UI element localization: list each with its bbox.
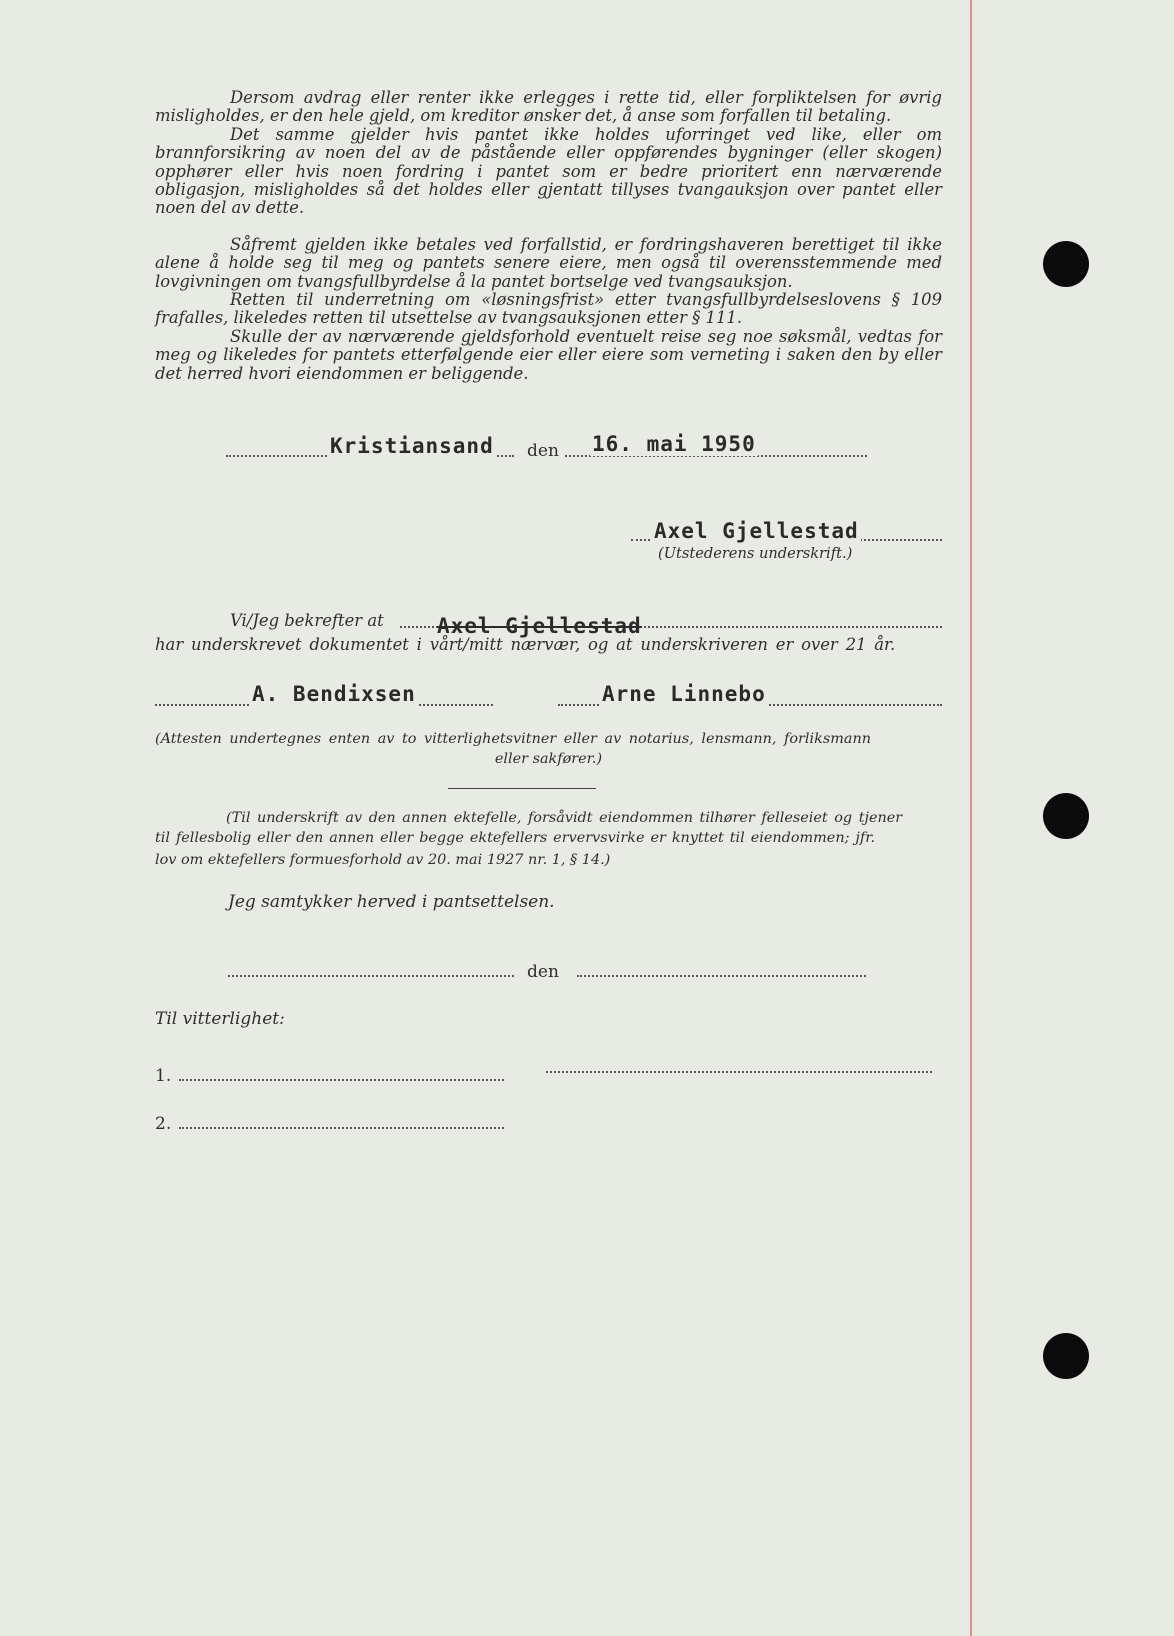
- confirm-label: Vi/Jeg bekrefter at: [230, 611, 384, 630]
- paragraph-text: Såfremt gjelden ikke betales ved forfallstid, er fordringshaveren berettiget til ikke alene å holde seg til meg og pantets senere eiere, men også til overensstemmende med lovgivningen om tvangsfullbyrdelse å la pantet bortselge ved tvangsauksjon.: [155, 235, 942, 291]
- witness2-name: Arne Linnebo: [602, 682, 766, 706]
- vitterlighet-line-1: [179, 1079, 504, 1081]
- issuer-caption: (Utstederens underskrift.): [658, 545, 853, 562]
- paragraph-text: Retten til underretning om «løsningsfrist» etter tvangsfullbyrdelseslovens § 109 frafalles, likeledes retten til utsettelse av tvangsauksjonen etter § 111.: [155, 290, 942, 328]
- vitterlighet-line-2: [179, 1127, 504, 1129]
- paragraph-text: Dersom avdrag eller renter ikke erlegges i rette tid, eller forpliktelsen for øvrig misligholdes, er den hele gjeld, om kreditor ønsker det, å anse som forfallen til betaling.: [155, 88, 942, 126]
- paragraph-pledge-condition: [155, 126, 942, 217]
- confirm-statement: har underskrevet dokumentet i vårt/mitt nærvær, og at underskriveren er over 21 år.: [155, 635, 896, 654]
- witness-note-line2: eller sakfører.): [494, 751, 603, 767]
- paragraph-text: Det samme gjelder hvis pantet ikke holdes uforringet ved like, eller om brannforsikring av noen del av de påstående eller oppførendes bygninger (eller skogen) opphører eller hvis noen fordring i pantet som er bedre prioritert enn nærværende obligasjon, misligholdes så det holdes eller gjentatt tillyses tvangauksjon over pantet eller noen del av dette.: [155, 125, 942, 218]
- spouse-date-dotted-line: [577, 975, 866, 977]
- spouse-note-line3: lov om ektefellers formuesforhold av 20. mai 1927 nr. 1, § 14.): [155, 852, 611, 868]
- punch-hole-middle: [1043, 793, 1089, 839]
- punch-hole-top: [1043, 241, 1089, 287]
- issuer-signature: Axel Gjellestad: [654, 519, 859, 543]
- paragraph-redemption: [155, 291, 942, 328]
- margin-line: [970, 0, 972, 1636]
- vitterlighet-line-right: [546, 1071, 932, 1073]
- confirm-name: Axel Gjellestad: [437, 614, 642, 638]
- paragraph-venue: [155, 328, 942, 383]
- vitterlighet-number-2: 2.: [155, 1114, 172, 1134]
- place-value: Kristiansand: [330, 434, 494, 458]
- spouse-note-line2: til fellesbolig eller den annen eller begge ektefellers ervervsvirke er knyttet til eiendommen; jfr.: [155, 830, 876, 846]
- consent-text: Jeg samtykker herved i pantsettelsen.: [228, 892, 555, 912]
- den-label: den: [527, 441, 559, 461]
- date-value: 16. mai 1950: [592, 432, 756, 456]
- vitterlighet-heading: Til vitterlighet:: [155, 1009, 285, 1029]
- paragraph-text: Skulle der av nærværende gjeldsforhold eventuelt reise seg noe søksmål, vedtas for meg og likeledes for pantets etterfølgende eier eller eiere som verneting i saken den by eller det herred hvori eiendommen er beliggende.: [155, 327, 942, 383]
- section-divider: [448, 788, 596, 789]
- paragraph-default: [155, 89, 942, 126]
- paragraph-forced-sale: [155, 236, 942, 291]
- spouse-place-dotted-line: [228, 975, 514, 977]
- witness-note-line1: (Attesten undertegnes enten av to vitterlighetsvitner eller av notarius, lensmann, forliksmann: [155, 731, 871, 747]
- witness1-name: A. Bendixsen: [252, 682, 416, 706]
- spouse-den-label: den: [527, 962, 559, 982]
- vitterlighet-number-1: 1.: [155, 1066, 172, 1086]
- spouse-note-line1: (Til underskrift av den annen ektefelle, forsåvidt eiendommen tilhører felleseiet og tjener: [226, 810, 903, 826]
- punch-hole-bottom: [1043, 1333, 1089, 1379]
